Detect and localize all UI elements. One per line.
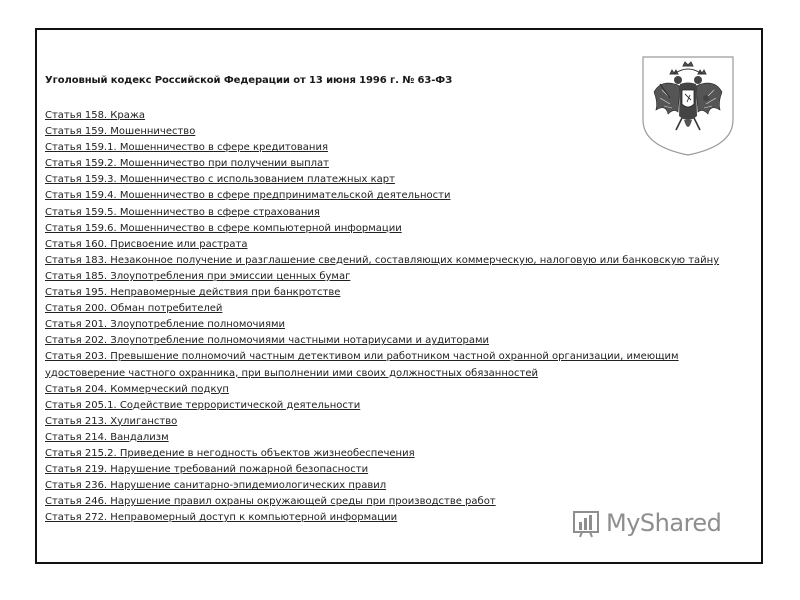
article-link[interactable]: Статья 214. Вандализм [45,431,169,443]
list-item [45,301,735,317]
article-list [45,108,735,526]
article-link[interactable]: Статья 272. Неправомерный доступ к компьютерной информации [45,512,398,524]
article-link[interactable]: Статья 236. Нарушение санитарно-эпидемиологических правил [45,480,387,492]
article-link[interactable]: Статья 204. Коммерческий подкуп [45,383,229,395]
article-link[interactable]: Статья 159.4. Мошенничество в сфере предпринимательской деятельности [45,190,451,202]
article-link[interactable]: Статья 203. Превышение полномочий частным детективом или работником частной охранной организации, имеющим удостоверение частного охранника, при выполнении ими своих должностных обязанностей [45,351,679,379]
article-link[interactable]: Статья 159. Мошенничество [45,126,196,138]
list-item [45,462,735,478]
article-link[interactable]: Статья 159.3. Мошенничество с использованием платежных карт [45,174,395,186]
list-item [45,124,735,140]
coat-of-arms-icon [640,54,736,158]
list-item [45,317,735,333]
list-item [45,221,735,237]
list-item [45,446,735,462]
article-link[interactable]: Статья 185. Злоупотребления при эмиссии ценных бумаг [45,270,351,282]
list-item [45,237,735,253]
list-item [45,205,735,221]
list-item [45,285,735,301]
list-item [45,108,735,124]
list-item [45,188,735,204]
article-link[interactable]: Статья 202. Злоупотребление полномочиями частными нотариусами и аудиторами [45,335,490,347]
article-link[interactable]: Статья 201. Злоупотребление полномочиями [45,319,286,331]
list-item [45,349,735,381]
slide-frame [35,28,763,564]
article-link[interactable]: Статья 200. Обман потребителей [45,303,223,315]
myshared-watermark [572,506,728,540]
list-item [45,269,735,285]
list-item [45,430,735,446]
article-link[interactable]: Статья 213. Хулиганство [45,415,178,427]
article-link[interactable]: Статья 158. Кража [45,110,146,121]
article-link[interactable]: Статья 195. Неправомерные действия при банкротстве [45,287,341,299]
watermark-text: MyShared [606,509,722,537]
article-link[interactable]: Статья 160. Присвоение или растрата [45,238,248,250]
article-link[interactable]: Статья 159.5. Мошенничество в сфере страхования [45,206,320,218]
article-link[interactable]: Статья 159.2. Мошенничество при получении выплат [45,158,330,170]
list-item [45,140,735,156]
list-item [45,478,735,494]
article-link[interactable]: Статья 219. Нарушение требований пожарной безопасности [45,464,369,476]
article-link[interactable]: Статья 215.2. Приведение в негодность объектов жизнеобеспечения [45,447,415,459]
article-link[interactable]: Статья 159.6. Мошенничество в сфере компьютерной информации [45,222,402,234]
article-link[interactable]: Статья 159.1. Мошенничество в сфере кредитования [45,142,328,154]
list-item [45,253,735,269]
list-item [45,333,735,349]
list-item [45,172,735,188]
list-item [45,156,735,172]
list-item [45,382,735,398]
chart-icon [572,508,602,538]
article-link[interactable]: Статья 205.1. Содействие террористической деятельности [45,399,361,411]
document-title: Уголовный кодекс Российской Федерации от 13 июня 1996 г. № 63-ФЗ [45,75,453,86]
list-item [45,414,735,430]
article-link[interactable]: Статья 246. Нарушение правил охраны окружающей среды при производстве работ [45,496,496,508]
list-item [45,398,735,414]
article-link[interactable]: Статья 183. Незаконное получение и разглашение сведений, составляющих коммерческую, налоговую или банковскую тайну [45,254,720,266]
